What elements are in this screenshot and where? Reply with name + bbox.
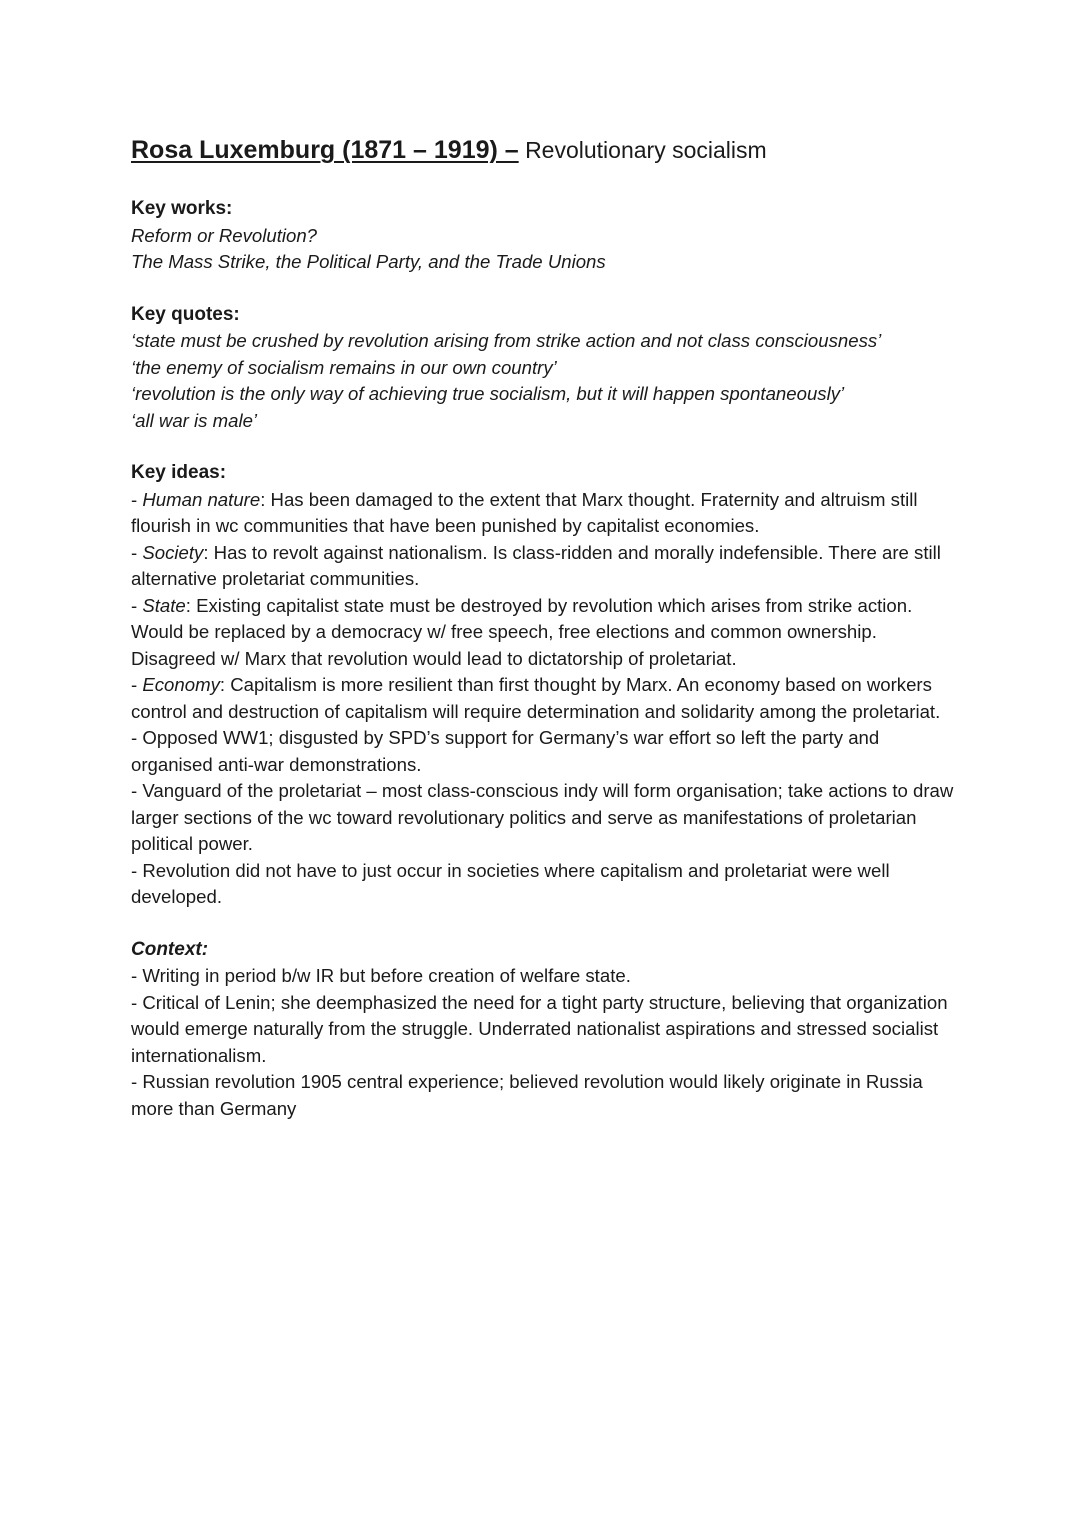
- page-title: [131, 132, 961, 168]
- context-text: Writing in period b/w IR but before creation of welfare state.: [142, 965, 631, 986]
- key-ideas-section: [131, 460, 961, 911]
- key-quotes-section: [131, 302, 961, 435]
- key-quote-item: ‘the enemy of socialism remains in our own country’: [131, 356, 557, 378]
- key-ideas-heading: Key ideas:: [131, 462, 227, 483]
- key-idea-text: : Has been damaged to the extent that Marx thought. Fraternity and altruism still flourish in wc communities that have been punished by capitalist economies.: [131, 488, 918, 536]
- context-item: - Writing in period b/w IR but before creation of welfare state.: [131, 965, 631, 986]
- key-quote-item: ‘all war is male’: [131, 409, 258, 431]
- key-idea-text: Revolution did not have to just occur in societies where capitalism and proletariat were well developed.: [131, 859, 890, 907]
- key-idea-item: - Vanguard of the proletariat – most class-conscious indy will form organisation; take actions to draw larger sections of the wc toward revolutionary politics and serve as manifestations of proletarian political power.: [131, 780, 954, 854]
- key-idea-item: - Human nature: Has been damaged to the extent that Marx thought. Fraternity and altruism still flourish in wc communities that have been punished by capitalist economies.: [131, 488, 918, 536]
- key-work-item: The Mass Strike, the Political Party, and the Trade Unions: [131, 251, 606, 272]
- key-idea-topic: Society: [142, 541, 204, 563]
- key-work-item: Reform or Revolution?: [131, 224, 318, 246]
- key-idea-topic: Human nature: [142, 488, 261, 510]
- key-quote-item: ‘state must be crushed by revolution arising from strike action and not class consciousness’: [131, 330, 882, 351]
- key-idea-topic: Economy: [142, 674, 220, 695]
- key-idea-text: : Capitalism is more resilient than first thought by Marx. An economy based on workers control and destruction of capitalism will require determination and solidarity among the proletariat.: [131, 674, 941, 722]
- key-idea-item: - Society: Has to revolt against nationalism. Is class-ridden and morally indefensible. There are still alternative proletariat communities.: [131, 541, 941, 589]
- key-idea-text: Vanguard of the proletariat – most class-conscious indy will form organisation; take actions to draw larger sections of the wc toward revolutionary politics and serve as manifestations of proletarian political power.: [131, 780, 954, 854]
- context-heading: Context:: [131, 938, 209, 960]
- key-idea-item: - State: Existing capitalist state must be destroyed by revolution which arises from strike action. Would be replaced by a democracy w/ free speech, free elections and common ownership. Disagreed w/ Marx that revolution would lead to dictatorship of proletariat.: [131, 594, 913, 669]
- context-item: - Critical of Lenin; she deemphasized the need for a tight party structure, believing that organization would emerge naturally from the struggle. Underrated nationalist aspirations and stressed socialist internationalism.: [131, 991, 948, 1066]
- key-works-heading: Key works:: [131, 198, 233, 219]
- key-idea-item: - Revolution did not have to just occur in societies where capitalism and proletariat were well developed.: [131, 859, 890, 907]
- key-idea-text: : Has to revolt against nationalism. Is class-ridden and morally indefensible. There are still alternative proletariat communities.: [131, 541, 941, 589]
- title-subtitle-text: Revolutionary socialism: [525, 137, 767, 163]
- document-page: [131, 132, 961, 1148]
- context-text: Russian revolution 1905 central experience; believed revolution would likely originate in Russia more than Germany: [131, 1071, 923, 1119]
- key-idea-item: - Economy: Capitalism is more resilient than first thought by Marx. An economy based on workers control and destruction of capitalism will require determination and solidarity among the proletariat.: [131, 674, 941, 722]
- key-idea-text: Opposed WW1; disgusted by SPD’s support for Germany’s war effort so left the party and organised anti-war demonstrations.: [131, 727, 880, 775]
- key-quotes-heading: Key quotes:: [131, 303, 240, 325]
- context-item: - Russian revolution 1905 central experience; believed revolution would likely originate in Russia more than Germany: [131, 1071, 923, 1119]
- context-section: [131, 937, 961, 1123]
- title-subtitle: [519, 137, 767, 163]
- key-idea-topic: State: [142, 594, 186, 616]
- context-text: Critical of Lenin; she deemphasized the need for a tight party structure, believing that organization would emerge naturally from the struggle. Underrated nationalist aspirations and stressed socialist internationalism.: [131, 991, 948, 1066]
- key-idea-text: : Existing capitalist state must be destroyed by revolution which arises from strike action. Would be replaced by a democracy w/ free speech, free elections and common ownership. Disagreed w/ Marx that revolution would lead to dictatorship of proletariat.: [131, 594, 913, 669]
- key-idea-item: - Opposed WW1; disgusted by SPD’s support for Germany’s war effort so left the party and organised anti-war demonstrations.: [131, 727, 880, 775]
- key-quote-item: ‘revolution is the only way of achieving true socialism, but it will happen spontaneously’: [131, 383, 845, 404]
- key-works-section: [131, 196, 961, 276]
- title-main: Rosa Luxemburg (1871 – 1919) –: [131, 136, 519, 164]
